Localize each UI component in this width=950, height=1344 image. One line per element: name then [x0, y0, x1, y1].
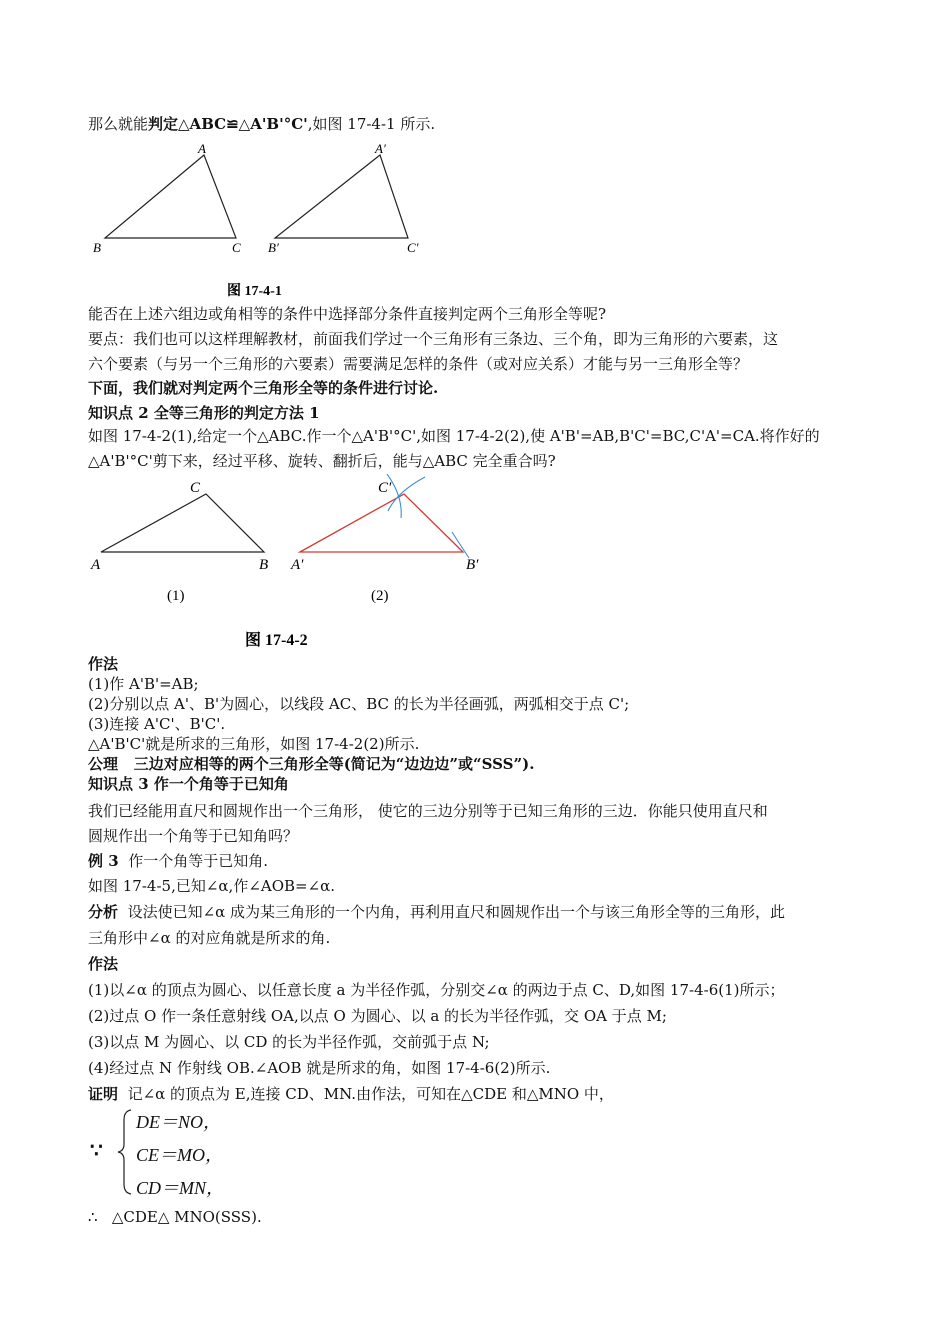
left-brace: [116, 1108, 136, 1196]
sub-caption-1: (1): [167, 588, 185, 604]
method-1-step-1: (1)作 A'B'=AB;: [88, 675, 199, 693]
method-1-step-2: (2)分别以点 A'、B'为圆心，以线段 AC、BC 的长为半径画弧，两弧相交于点 C';: [88, 695, 630, 713]
label-C: C: [232, 240, 241, 255]
label-C-prime: C′: [407, 240, 419, 255]
example-given: 如图 17-4-5,已知∠α,作∠AOB=∠α.: [88, 877, 336, 895]
condition-2: CE＝MO，: [136, 1145, 223, 1165]
sub-caption-2: (2): [371, 588, 389, 604]
method-2-step-3: (3)以点 M 为圆心、以 CD 的长为半径作弧，交前弧于点 N;: [88, 1033, 490, 1051]
method-2-step-4: (4)经过点 N 作射线 OB.∠AOB 就是所求的角，如图 17-4-6(2)所示.: [88, 1059, 551, 1077]
triangle-abc-1: [101, 494, 264, 552]
para-2-line-2: 六个要素（与另一个三角形的六要素）需要满足怎样的条件（或对应关系）才能与另一三角形全等？: [88, 355, 749, 373]
analysis-text-1: 设法使已知∠α 成为某三角形的一个内角，再利用直尺和圆规作出一个与该三角形全等的三角形，此: [127, 903, 786, 921]
intro-prefix: 那么就能: [88, 115, 149, 133]
label-B: B: [93, 240, 101, 255]
method-2-step-2: (2)过点 O 作一条任意射线 OA,以点 O 为圆心、以 a 的长为半径作弧，交 OA 于点 M;: [88, 1007, 667, 1025]
axiom-text: 三边对应相等的两个三角形全等(简记为“边边边”或“SSS”).: [133, 755, 535, 773]
because-symbol: ∵: [90, 1138, 103, 1162]
label-C-1: C: [190, 480, 201, 496]
kp3-title: 知识点 3 作一个角等于已知角: [88, 775, 289, 793]
intro-suffix: ,如图 17-4-1 所示.: [307, 115, 436, 133]
figure-caption-17-4-2: 图 17-4-2: [245, 632, 308, 649]
method-1-title: 作法: [88, 655, 119, 673]
label-A-prime-2: A′: [291, 557, 304, 573]
conclusion-line: [88, 1207, 262, 1227]
triangle-abc: [105, 155, 236, 238]
para-2-line-1: 要点：我们也可以这样理解教材，前面我们学过一个三角形有三条边、三个角，即为三角形的六要素，这: [88, 330, 779, 348]
label-A-1: A: [91, 557, 101, 573]
figure-17-4-2: [85, 474, 505, 654]
label-B-1: B: [259, 557, 269, 573]
example-text: 作一个角等于已知角.: [128, 852, 268, 870]
kp2-line-2: △A'B'°C'剪下来，经过平移、旋转、翻折后，能与△ABC 完全重合吗?: [88, 452, 556, 470]
analysis-label: 分析: [88, 903, 119, 921]
triangle-a2b2c2: [275, 155, 408, 238]
analysis-line-1: [88, 902, 785, 922]
intro-bold: 判定△ABC≌△A'B'°C': [148, 115, 308, 133]
label-C-prime-2: C′: [378, 480, 392, 496]
para-1: 能否在上述六组边或角相等的条件中选择部分条件直接判定两个三角形全等呢?: [88, 305, 607, 323]
method-2-title: 作法: [88, 955, 119, 973]
method-1-step-3: (3)连接 A'C'、B'C'.: [88, 715, 226, 733]
arc-segment-b-prime: [452, 532, 469, 558]
intro-line: [88, 114, 435, 134]
proof-label: 证明: [88, 1085, 119, 1103]
condition-1: DE＝NO，: [136, 1112, 221, 1132]
label-A: A: [198, 141, 206, 156]
label-B-prime: B′: [268, 240, 279, 255]
condition-3: CD＝MN，: [136, 1178, 225, 1198]
label-B-prime-2: B′: [466, 557, 479, 573]
triangle-a2b2c2-2: [300, 494, 463, 552]
figure-caption-17-4-1: 图 17-4-1: [227, 284, 282, 299]
analysis-line-2: 三角形中∠α 的对应角就是所求的角.: [88, 929, 331, 947]
kp2-line-1: 如图 17-4-2(1),给定一个△ABC.作一个△A'B'°C',如图 17-4-2(2),使 A'B'=AB,B'C'=BC,C'A'=CA.将作好的: [88, 427, 820, 445]
axiom-line: [88, 754, 534, 774]
axiom-label: 公理: [88, 755, 119, 773]
kp3-line-2: 圆规作出一个角等于已知角吗？: [88, 827, 299, 845]
label-A-prime: A′: [375, 141, 386, 156]
kp3-line-1: 我们已经能用直尺和圆规作出一个三角形， 使它的三边分别等于已知三角形的三边．你能只使用直尺和: [88, 802, 768, 820]
proof-text: 记∠α 的顶点为 E,连接 CD、MN.由作法，可知在△CDE 和△MNO 中，: [127, 1085, 614, 1103]
therefore-symbol: ∴: [88, 1208, 98, 1226]
kp2-title: 知识点 2 全等三角形的判定方法 1: [88, 404, 320, 422]
conclusion-text: △CDE△ MNO(SSS).: [111, 1208, 262, 1226]
proof-line: [88, 1084, 614, 1104]
arc-from-b-prime: [388, 477, 425, 511]
method-2-step-1: (1)以∠α 的顶点为圆心、以任意长度 a 为半径作弧，分别交∠α 的两边于点 C、D,如图 17-4-6(1)所示；: [88, 981, 785, 999]
example-line: [88, 851, 268, 871]
example-label: 例 3: [88, 852, 119, 870]
para-3: 下面，我们就对判定两个三角形全等的条件进行讨论.: [88, 379, 439, 397]
method-1-result: △A'B'C'就是所求的三角形，如图 17-4-2(2)所示.: [88, 735, 420, 753]
figure-17-4-1: [85, 138, 445, 302]
